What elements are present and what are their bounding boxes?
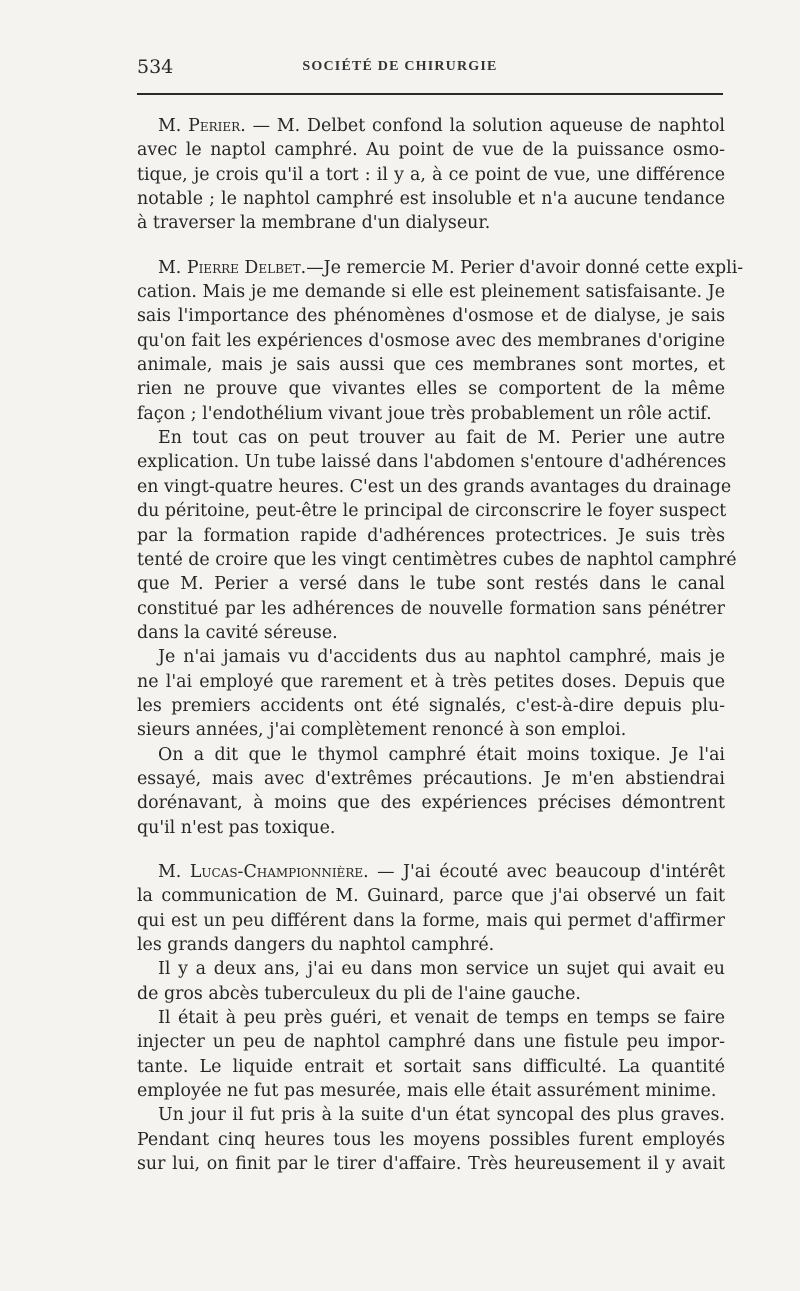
text-line: que M. Perier a versé dans le tube sont restés dans le canal <box>137 574 725 595</box>
paragraph <box>137 256 744 426</box>
text-line: sieurs années, j'ai complètement renoncé à son emploi. <box>137 720 627 741</box>
text-line: sur lui, on finit par le tirer d'affaire. Très heureusement il y avait <box>137 1154 725 1175</box>
text-line: En tout cas on peut trouver au fait de M. Perier une autre <box>158 428 725 449</box>
text-line: Je n'ai jamais vu d'accidents dus au naphtol camphré, mais je <box>158 647 725 668</box>
text-line: à traverser la membrane d'un dialyseur. <box>137 213 491 234</box>
speaker-name: M. Perier. <box>158 116 246 136</box>
body-text <box>137 114 744 1176</box>
speaker-name: M. Lucas-Championnière. <box>158 861 369 882</box>
paragraph <box>137 1103 725 1176</box>
text-line: en vingt-quatre heures. C'est un des grands avantages du drainage <box>137 476 732 497</box>
text-line: dans la cavité séreuse. <box>137 622 338 643</box>
text-line: employée ne fut pas mesurée, mais elle était assurément minime. <box>137 1081 717 1102</box>
text-line: tique, je crois qu'il a tort : il y a, à ce point de vue, une différence <box>137 164 725 185</box>
text-line: du péritoine, peut-être le principal de circonscrire le foyer suspect <box>137 501 727 522</box>
text-line: dorénavant, à moins que des expériences précises démontrent <box>137 793 725 814</box>
text-line: cation. Mais je me demande si elle est pleinement satisfaisante. Je <box>137 282 725 303</box>
paragraph <box>137 743 725 840</box>
header-rule <box>137 93 723 95</box>
text-line: qu'on fait les expériences d'osmose avec des membranes d'origine <box>137 330 725 351</box>
text-line: de gros abcès tuberculeux du pli de l'aine gauche. <box>137 983 581 1004</box>
text-line: M. Perier. — M. Delbet confond la solution aqueuse de naphtol <box>158 116 725 136</box>
text-line: ne l'ai employé que rarement et à très petites doses. Depuis que <box>137 671 725 692</box>
text-line: Il y a deux ans, j'ai eu dans mon service un sujet qui avait eu <box>158 959 725 980</box>
text-line: tante. Le liquide entrait et sortait sans difficulté. La quantité <box>137 1056 725 1077</box>
paragraph <box>137 426 737 645</box>
text-line: injecter un peu de naphtol camphré dans une fistule peu impor- <box>137 1032 725 1053</box>
paragraph <box>137 114 725 236</box>
text-line: les premiers accidents ont été signalés, c'est-à-dire depuis plu- <box>137 695 725 716</box>
paragraph <box>137 860 725 957</box>
text-line: Il était à peu près guéri, et venait de temps en temps se faire <box>158 1008 725 1029</box>
text-line: animale, mais je sais aussi que ces membranes sont mortes, et <box>137 355 725 376</box>
text-line: qu'il n'est pas toxique. <box>137 817 336 838</box>
text-line: les grands dangers du naphtol camphré. <box>137 935 495 955</box>
paragraph <box>137 645 725 742</box>
paragraph <box>137 957 725 1006</box>
text-line: sais l'importance des phénomènes d'osmose et de dialyse, je sais <box>137 306 725 327</box>
text-line: qui est un peu différent dans la forme, mais qui permet d'affirmer <box>137 910 725 931</box>
page-number: 534 <box>137 56 174 78</box>
running-title: SOCIÉTÉ DE CHIRURGIE <box>302 59 498 74</box>
text-line: constitué par les adhérences de nouvelle formation sans pénétrer <box>137 598 725 619</box>
speaker-name: M. Pierre Delbet. <box>158 257 307 278</box>
text-line: M. Pierre Delbet.—Je remercie M. Perier d'avoir donné cette expli- <box>158 257 744 278</box>
text-line: façon ; l'endothélium vivant joue très probablement un rôle actif. <box>137 403 712 424</box>
text-line: explication. Un tube laissé dans l'abdomen s'entoure d'adhérences <box>137 452 727 473</box>
text-line: par la formation rapide d'adhérences protectrices. Je suis très <box>137 525 725 546</box>
text-line: essayé, mais avec d'extrêmes précautions. Je m'en abstiendrai <box>137 768 725 789</box>
text-line: Pendant cinq heures tous les moyens possibles furent employés <box>137 1129 725 1150</box>
text-line: avec le naptol camphré. Au point de vue de la puissance osmo- <box>137 140 725 161</box>
text-line: M. Lucas-Championnière. — J'ai écouté avec beaucoup d'intérêt <box>158 861 725 882</box>
text-line: la communication de M. Guinard, parce que j'ai observé un fait <box>137 886 725 907</box>
paragraph <box>137 1006 725 1103</box>
text-line: rien ne prouve que vivantes elles se comportent de la même <box>137 379 725 400</box>
text-line: Un jour il fut pris à la suite d'un état syncopal des plus graves. <box>158 1105 725 1126</box>
text-line: On a dit que le thymol camphré était moins toxique. Je l'ai <box>158 744 725 765</box>
text-line: tenté de croire que les vingt centimètres cubes de naphtol camphré <box>137 549 737 570</box>
text-line: notable ; le naphtol camphré est insoluble et n'a aucune tendance <box>137 189 725 210</box>
